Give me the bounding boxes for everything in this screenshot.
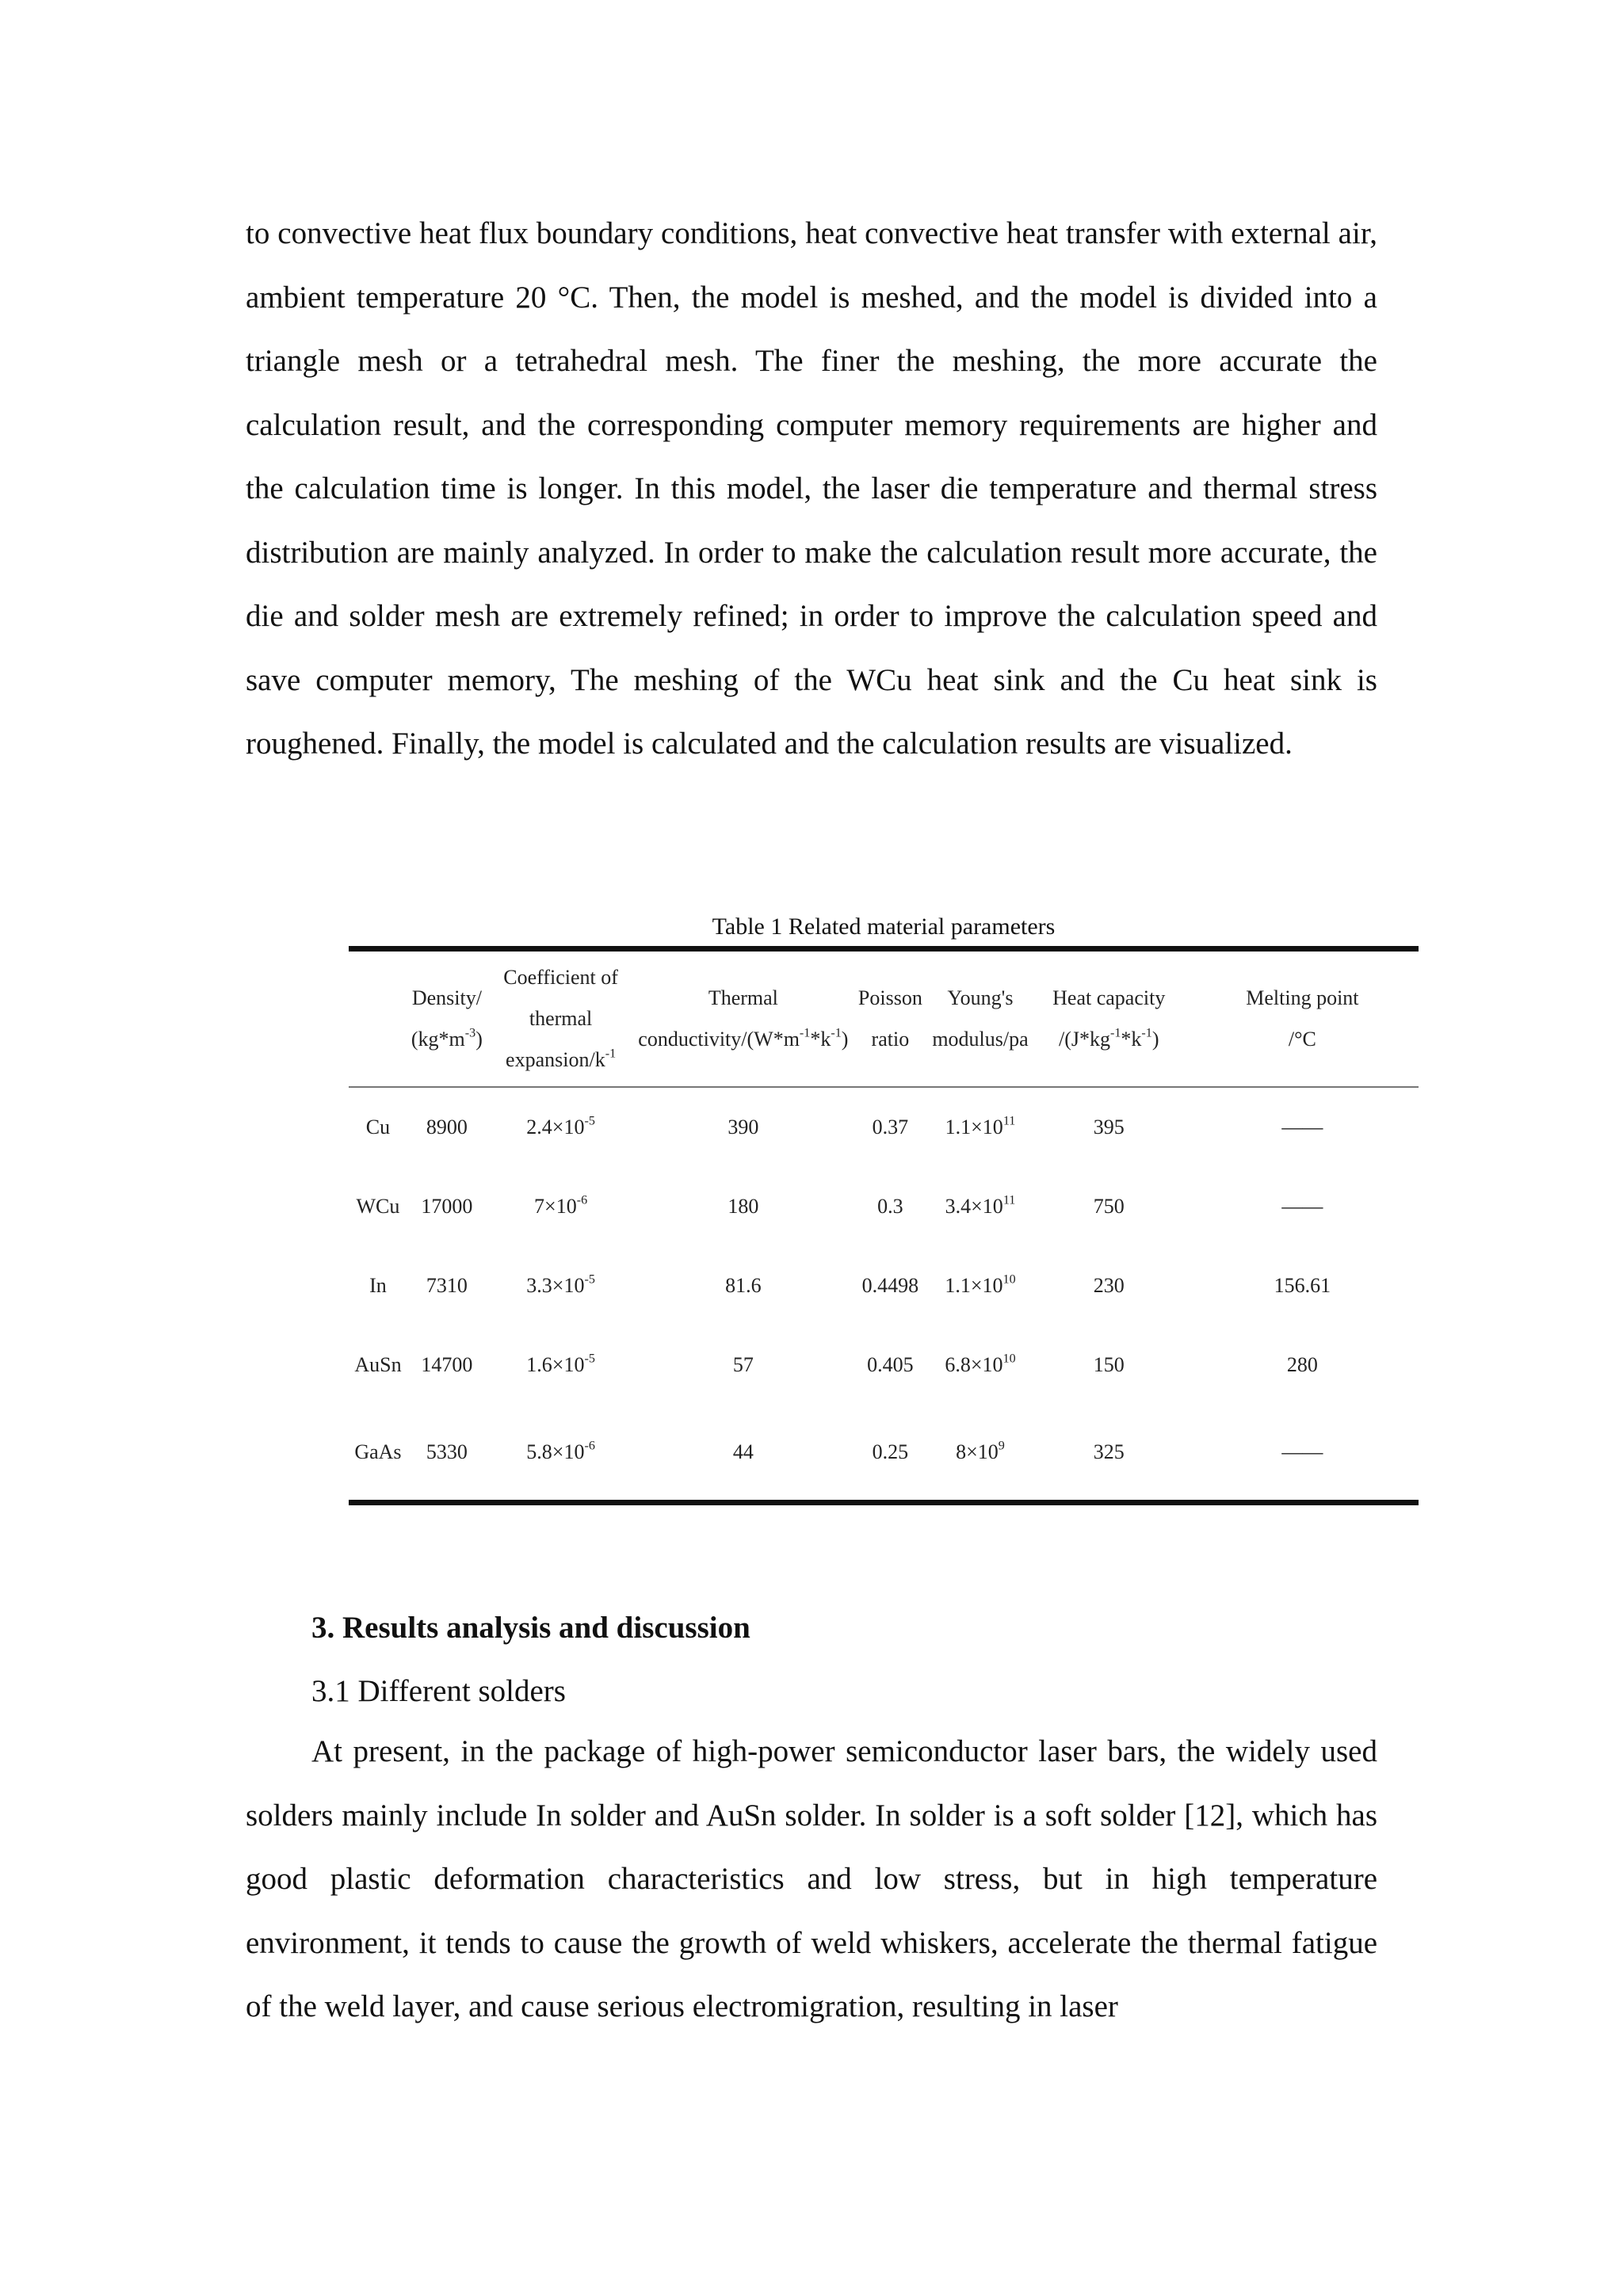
header-thermal-expansion: Coefficient of thermal expansion/$k^{-1}$: [503, 966, 618, 1071]
cell-material: GaAs: [354, 1440, 402, 1463]
material-parameters-table: [349, 946, 1419, 1505]
cell-youngs-modulus: $1.1\times 10^{10}$: [945, 1272, 1016, 1297]
cell-heat-capacity: 325: [1093, 1440, 1125, 1463]
cell-thermal-conductivity: 180: [727, 1195, 759, 1218]
table-row: [349, 1087, 1419, 1167]
cell-thermal-expansion: $3.3\times 10^{-5}$: [526, 1272, 595, 1297]
cell-thermal-expansion: $1.6\times 10^{-5}$: [526, 1352, 595, 1376]
cell-thermal-conductivity: 57: [732, 1353, 754, 1376]
cell-melting-point: 280: [1286, 1353, 1318, 1376]
header-thermal-conductivity: Thermal conductivity/$(W*m^{-1}*k^{-1})$: [638, 986, 849, 1051]
cell-heat-capacity: 230: [1093, 1274, 1125, 1297]
cell-density: 8900: [426, 1116, 468, 1138]
cell-material: WCu: [356, 1195, 400, 1218]
table-row: [349, 1246, 1419, 1325]
cell-thermal-conductivity: 44: [732, 1440, 754, 1463]
cell-poisson-ratio: 0.405: [867, 1353, 914, 1376]
results-paragraph: [246, 1720, 1377, 2039]
cell-thermal-expansion: $7\times 10^{-6}$: [534, 1193, 588, 1218]
cell-material: Cu: [365, 1116, 391, 1138]
table-row: [349, 1325, 1419, 1405]
cell-thermal-expansion: $2.4\times 10^{-5}$: [526, 1114, 595, 1138]
cell-youngs-modulus: $3.4\times 10^{11}$: [945, 1193, 1016, 1218]
header-heat-capacity: Heat capacity $/(J*kg^{-1}*k^{-1})$: [1052, 986, 1166, 1051]
intro-paragraph: to convective heat flux boundary conditions, heat convective heat transfer with external air, ambient temperature 20 °C. Then, the model is meshed, and the model is divided into a triangle mesh or a tetrahedral mesh. The finer the meshing, the more accurate the calculation result, and the corresponding computer memory requirements are higher and the calculation time is longer. In this model, the laser die temperature and thermal stress distribution are mainly analyzed. In order to make the calculation result more accurate, the die and solder mesh are extremely refined; in order to improve the calculation speed and save computer memory, The meshing of the WCu heat sink and the Cu heat sink is roughened. Finally, the model is calculated and the calculation results are visualized.: [246, 216, 1377, 761]
cell-poisson-ratio: 0.37: [872, 1116, 909, 1138]
header-material: [349, 949, 407, 1088]
table-caption: Table 1 Related material parameters: [712, 913, 1056, 940]
cell-density: 5330: [426, 1440, 468, 1463]
cell-thermal-conductivity: 390: [727, 1116, 759, 1138]
cell-melting-point: ——: [1281, 1440, 1323, 1463]
cell-density: 17000: [421, 1195, 473, 1218]
header-density: Density/ $(kg*m^{-3})$: [411, 986, 483, 1051]
header-melting-point: Melting point /°C: [1246, 986, 1359, 1051]
cell-thermal-expansion: $5.8\times 10^{-6}$: [526, 1439, 595, 1463]
header-youngs-modulus: Young's modulus/pa: [932, 986, 1029, 1051]
cell-youngs-modulus: $1.1\times 10^{11}$: [945, 1114, 1016, 1138]
cell-material: In: [369, 1274, 387, 1297]
table-row: [349, 1405, 1419, 1503]
cell-poisson-ratio: 0.3: [877, 1195, 903, 1218]
cell-youngs-modulus: $8\times 10^9$: [956, 1439, 1005, 1463]
cell-heat-capacity: 395: [1093, 1116, 1125, 1138]
section-heading: 3. Results analysis and discussion: [311, 1611, 750, 1645]
header-poisson-ratio: Poisson ratio: [857, 986, 922, 1051]
cell-material: AuSn: [354, 1353, 402, 1376]
cell-thermal-conductivity: 81.6: [725, 1274, 762, 1297]
table-row: [349, 1167, 1419, 1246]
cell-poisson-ratio: 0.4498: [861, 1274, 919, 1297]
cell-density: 7310: [426, 1274, 468, 1297]
cell-density: 14700: [421, 1353, 473, 1376]
cell-heat-capacity: 150: [1093, 1353, 1125, 1376]
cell-melting-point: ——: [1281, 1195, 1323, 1218]
subsection-heading: 3.1 Different solders: [311, 1674, 566, 1708]
cell-melting-point: 156.61: [1274, 1274, 1331, 1297]
table-header-row: [349, 949, 1419, 1088]
cell-youngs-modulus: $6.8\times 10^{10}$: [945, 1352, 1016, 1376]
cell-poisson-ratio: 0.25: [872, 1440, 909, 1463]
results-paragraph-text: At present, in the package of high-power semiconductor laser bars, the widely used solders mainly include In solder and AuSn solder. In solder is a soft solder [12], which has good plastic deformation characteristics and low stress, but in high temperature environment, it tends to cause the growth of weld whiskers, accelerate the thermal fatigue of the weld layer, and cause serious electromigration, resulting in laser: [246, 1734, 1377, 2023]
cell-heat-capacity: 750: [1093, 1195, 1125, 1218]
cell-melting-point: ——: [1281, 1116, 1323, 1138]
